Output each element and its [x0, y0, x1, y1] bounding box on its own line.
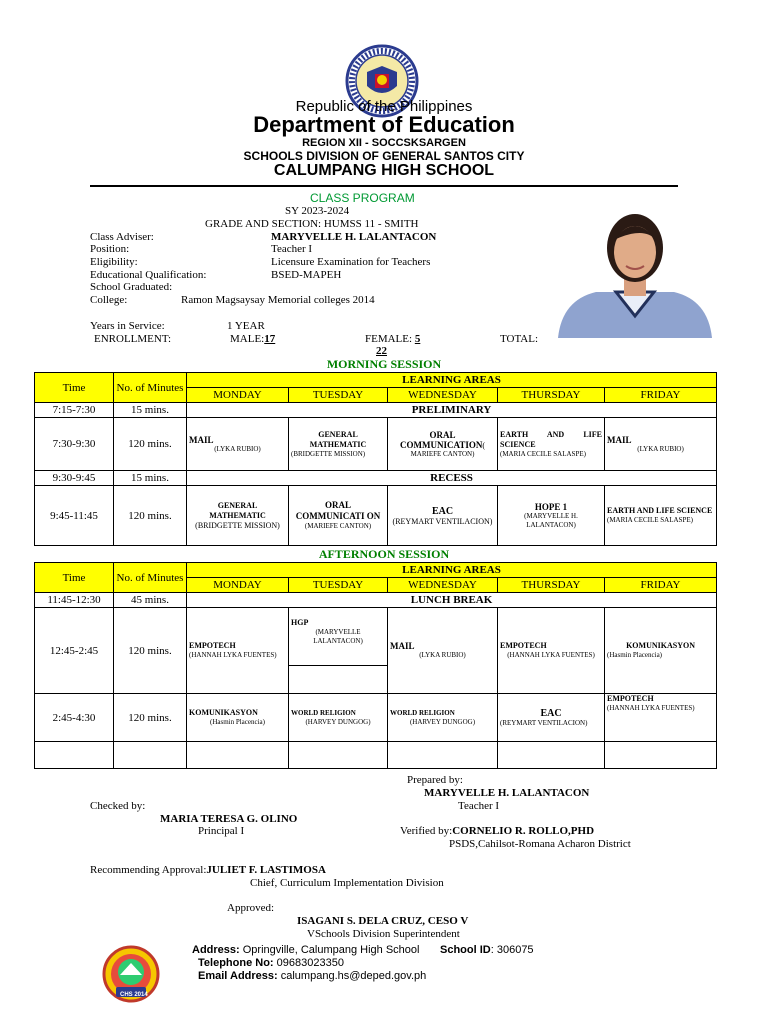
subject-cell [187, 608, 289, 694]
subject-name: EMPOTECH [189, 641, 236, 650]
grade-section: GRADE AND SECTION: HUMSS 11 - SMITH [205, 218, 419, 230]
minutes-cell: 15 mins. [114, 471, 187, 486]
empty-cell [605, 742, 717, 769]
day-header: WEDNESDAY [388, 578, 498, 593]
subject-name: EMPOTECH [500, 641, 547, 650]
subject-name: MAIL [607, 434, 632, 445]
teacher-name: MARIEFE CANTON) [410, 449, 475, 458]
approved-title: VSchools Division Superintendent [307, 928, 460, 940]
afternoon-session-title: AFTERNOON SESSION [318, 547, 450, 561]
subject-cell [388, 608, 498, 694]
verified-line [400, 825, 594, 837]
subject-name: EMPOTECH [607, 694, 654, 703]
subject-cell [498, 694, 605, 742]
verified-label: Verified by: [400, 825, 453, 837]
subject-name: WORLD RELIGION [390, 709, 455, 717]
teacher-name: (HANNAH LYKA FUENTES) [507, 651, 595, 659]
education-value: BSED-MAPEH [271, 269, 342, 281]
header-divider [90, 185, 678, 187]
female-value: 5 [414, 333, 421, 345]
empty-cell [114, 742, 187, 769]
teacher-name: (MARYVELLE LALANTACON) [313, 628, 363, 645]
telephone-label: Telephone No: [198, 957, 274, 969]
position-value: Teacher I [271, 243, 313, 255]
day-header: FRIDAY [605, 388, 717, 403]
table-row [35, 471, 717, 486]
prepared-label: Prepared by: [407, 774, 463, 786]
subject-cell [498, 486, 605, 546]
time-cell: 9:30-9:45 [35, 471, 114, 486]
school-id-value: : 306075 [490, 944, 534, 956]
minutes-cell: 120 mins. [114, 486, 187, 546]
teacher-name: (HANNAH LYKA FUENTES) [189, 651, 277, 659]
education-label: Educational Qualification: [90, 269, 207, 281]
empty-cell [289, 742, 388, 769]
minutes-cell: 120 mins. [114, 608, 187, 694]
subject-name: EAC [431, 505, 454, 517]
subject-name: GENERAL MATHEMATIC [209, 501, 266, 520]
subject-name: MAIL [189, 434, 214, 445]
school-year: SY 2023-2024 [285, 205, 350, 217]
subject-name: EARTH AND LIFE SCIENCE [607, 506, 713, 515]
address-value: Opringville, Calumpang High School [242, 944, 420, 956]
subject-cell [605, 608, 717, 694]
subject-name: HOPE 1 [534, 501, 568, 512]
minutes-header: No. of Minutes [114, 563, 187, 593]
college-label: College: [90, 294, 128, 306]
male-label: MALE: [230, 333, 265, 345]
minutes-cell: 15 mins. [114, 403, 187, 418]
checked-label: Checked by: [90, 800, 146, 812]
prepared-title: Teacher I [458, 800, 500, 812]
college-value: Ramon Magsaysay Memorial colleges 2014 [181, 294, 375, 306]
subject-cell [289, 486, 388, 546]
prepared-name: MARYVELLE H. LALANTACON [424, 787, 590, 799]
teacher-name: (LYKA RUBIO) [214, 444, 261, 453]
subject-name: EARTH AND LIFE SCIENCE [500, 429, 602, 449]
recommending-title: Chief, Curriculum Implementation Division [250, 877, 444, 889]
teacher-name: (Hasmin Placencia) [607, 651, 663, 659]
afternoon-schedule-table [34, 562, 717, 769]
adviser-photo [556, 200, 714, 338]
teacher-name: (MARIA CECILE SALASPE) [607, 516, 693, 524]
male-count [230, 333, 275, 345]
years-value: 1 YEAR [227, 320, 265, 332]
female-label: FEMALE: [365, 333, 415, 345]
time-cell: 12:45-2:45 [35, 608, 114, 694]
subject-cell [498, 418, 605, 471]
subject-name: GENERAL MATHEMATIC [309, 429, 367, 449]
adviser-label: Class Adviser: [90, 231, 154, 243]
table-row [35, 742, 717, 769]
subject-cell [605, 694, 717, 742]
empty-cell [388, 742, 498, 769]
republic-title: Republic of the Philippines [295, 98, 473, 115]
years-label: Years in Service: [90, 320, 165, 332]
recommending-line [90, 864, 326, 876]
school-title: CALUMPANG HIGH SCHOOL [273, 162, 495, 179]
day-header: THURSDAY [498, 578, 605, 593]
day-header: TUESDAY [289, 388, 388, 403]
learning-areas-header: LEARNING AREAS [187, 373, 717, 388]
recommending-label: Recommending Approval: [90, 864, 207, 876]
subject-cell [388, 486, 498, 546]
subject-paren: ( [482, 440, 485, 450]
time-header: Time [35, 563, 114, 593]
subject-cell [289, 418, 388, 471]
enrollment-label: ENROLLMENT: [94, 333, 172, 345]
teacher-name: (MARIA CECILE SALASPE) [500, 449, 586, 458]
subject-cell [289, 608, 388, 666]
minutes-cell: 120 mins. [114, 694, 187, 742]
recess-cell: RECESS [187, 471, 717, 486]
subject-name: WORLD RELIGION [291, 709, 356, 717]
department-title: Department of Education [253, 112, 515, 137]
subject-name: ORAL COMMUNICATION [400, 429, 483, 450]
empty-cell [498, 742, 605, 769]
subject-name: KOMUNIKASYON [626, 641, 695, 650]
teacher-name: (BRIDGETTE MISSION) [195, 521, 280, 530]
subject-name: HGP [291, 618, 309, 627]
morning-session-title: MORNING SESSION [326, 357, 442, 371]
day-header: FRIDAY [605, 578, 717, 593]
teacher-name: (Hasmin Placencia) [209, 718, 265, 726]
day-header: MONDAY [187, 578, 289, 593]
position-label: Position: [90, 243, 130, 255]
teacher-name: (REYMART VENTILACION) [392, 516, 493, 526]
table-row [35, 593, 717, 608]
time-cell: 9:45-11:45 [35, 486, 114, 546]
time-cell: 2:45-4:30 [35, 694, 114, 742]
male-value: 17 [264, 333, 276, 345]
recommending-name: JULIET F. LASTIMOSA [206, 864, 326, 876]
subject-cell [187, 418, 289, 471]
time-cell: 11:45-12:30 [35, 593, 114, 608]
telephone-value: 09683023350 [276, 957, 344, 969]
day-header: TUESDAY [289, 578, 388, 593]
minutes-cell: 120 mins. [114, 418, 187, 471]
minutes-header: No. of Minutes [114, 373, 187, 403]
graduated-label: School Graduated: [90, 281, 173, 293]
address-line [192, 944, 419, 956]
time-cell: 7:15-7:30 [35, 403, 114, 418]
checked-name: MARIA TERESA G. OLINO [160, 813, 298, 825]
subject-cell [605, 418, 717, 471]
day-header: WEDNESDAY [388, 388, 498, 403]
subject-name: EAC [540, 707, 562, 719]
region-title: REGION XII - SOCCSKSARGEN [302, 137, 466, 149]
teacher-name: (HARVEY DUNGOG) [409, 718, 476, 726]
subject-name: MAIL [390, 641, 415, 651]
address-label: Address: [192, 944, 240, 956]
day-header: THURSDAY [498, 388, 605, 403]
subject-cell [498, 608, 605, 694]
subject-name: ORAL COMMUNICATI ON [295, 500, 381, 521]
subject-cell [187, 486, 289, 546]
verified-title: PSDS,Cahilsot-Romana Acharon District [449, 838, 631, 850]
email-value[interactable]: calumpang.hs@deped.gov.ph [280, 970, 427, 982]
morning-schedule-table [34, 372, 717, 546]
table-row [35, 403, 717, 418]
verified-name: CORNELIO R. ROLLO,PHD [452, 825, 595, 837]
eligibility-label: Eligibility: [90, 256, 138, 268]
division-title: SCHOOLS DIVISION OF GENERAL SANTOS CITY [243, 149, 525, 163]
teacher-name: (MARIEFE CANTON) [304, 522, 372, 530]
telephone-line [198, 957, 344, 969]
school-id-label: School ID [440, 944, 491, 956]
subject-cell [289, 694, 388, 742]
table-row [35, 418, 717, 471]
table-row [35, 608, 717, 666]
lunch-break-cell: LUNCH BREAK [187, 593, 717, 608]
subject-cell [187, 694, 289, 742]
empty-cell [289, 666, 388, 694]
table-row [35, 694, 717, 742]
preliminary-cell: PRELIMINARY [187, 403, 717, 418]
empty-cell [187, 742, 289, 769]
subject-name-wrapper [390, 430, 495, 450]
learning-areas-header: LEARNING AREAS [187, 563, 717, 578]
day-header: MONDAY [187, 388, 289, 403]
teacher-name: (HARVEY DUNGOG) [305, 718, 371, 726]
total-value: 22 [376, 345, 387, 357]
eligibility-value: Licensure Examination for Teachers [271, 256, 431, 268]
checked-title: Principal I [198, 825, 245, 837]
subject-name: KOMUNIKASYON [189, 708, 258, 717]
email-line [198, 970, 426, 982]
subject-cell [388, 694, 498, 742]
subject-cell [605, 486, 717, 546]
email-label: Email Address: [198, 970, 278, 982]
subject-cell [388, 418, 498, 471]
school-id-line [440, 944, 534, 956]
approved-label: Approved: [227, 902, 275, 914]
teacher-name: (REYMART VENTILACION) [500, 718, 588, 727]
female-count [365, 333, 420, 345]
class-program-title: CLASS PROGRAM [310, 191, 415, 205]
teacher-name: (HANNAH LYKA FUENTES) [607, 704, 695, 712]
time-header: Time [35, 373, 114, 403]
minutes-cell: 45 mins. [114, 593, 187, 608]
empty-cell [35, 742, 114, 769]
table-row [35, 486, 717, 546]
teacher-name: (BRIDGETTE MISSION) [291, 449, 366, 458]
adviser-value: MARYVELLE H. LALANTACON [271, 231, 437, 243]
school-logo-text: CHS 2014 [120, 992, 148, 998]
teacher-name: (LYKA RUBIO) [637, 444, 684, 453]
teacher-name: (MARYVELLE H. LALANTACON) [524, 511, 578, 529]
total-label: TOTAL: [500, 333, 539, 345]
time-cell: 7:30-9:30 [35, 418, 114, 471]
approved-name: ISAGANI S. DELA CRUZ, CESO V [297, 915, 469, 927]
teacher-name: (LYKA RUBIO) [419, 651, 466, 659]
